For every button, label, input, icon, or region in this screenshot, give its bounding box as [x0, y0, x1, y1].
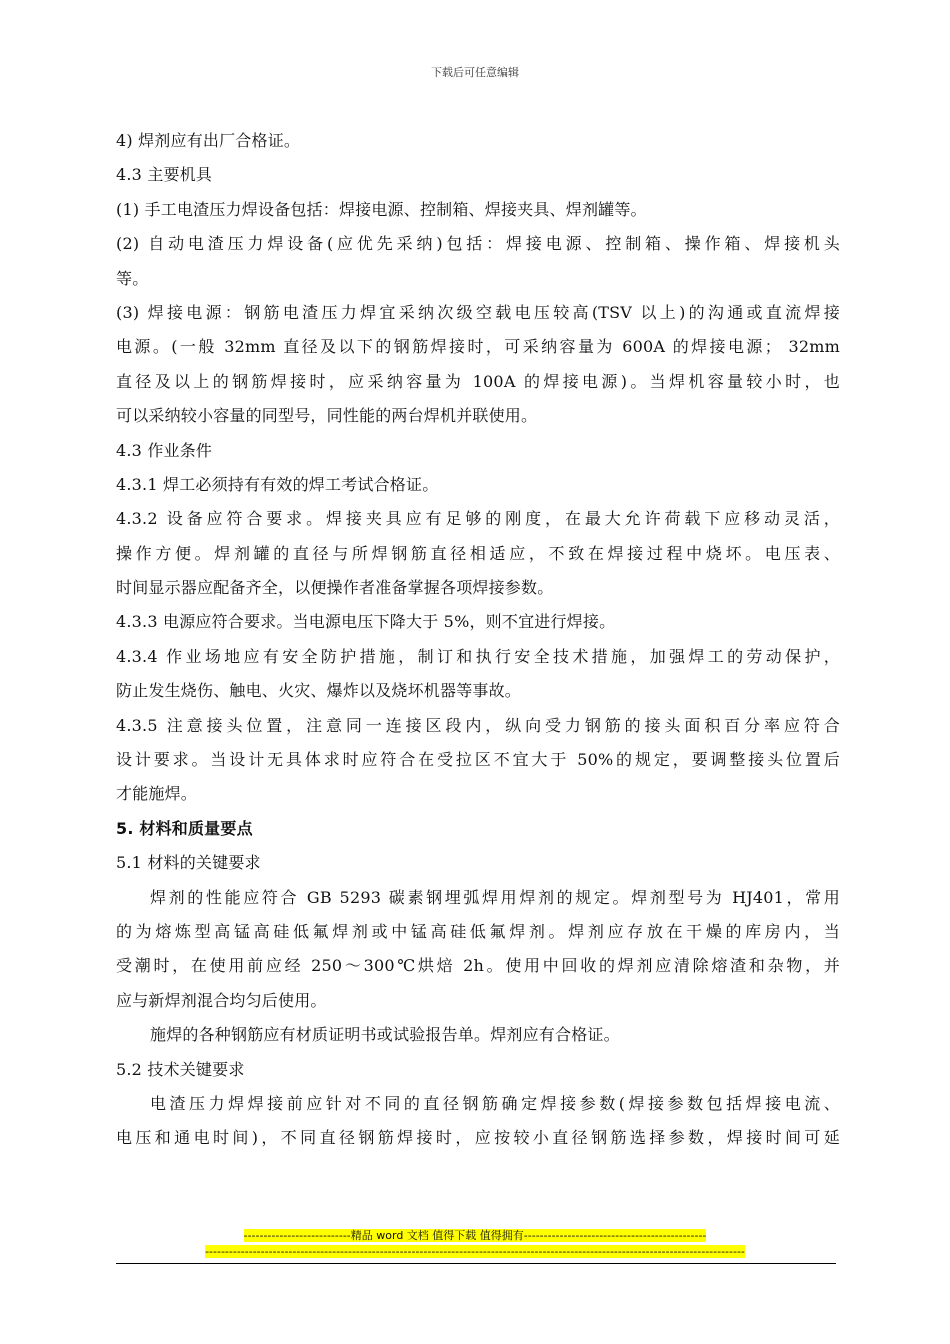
text-line: 5.2 技术关键要求 — [116, 1059, 245, 1079]
text-line: 4) 焊剂应有出厂合格证。 — [116, 131, 301, 150]
text-line: 4.3.5 注意接头位置，注意同一连接区段内，纵向受力钢筋的接头面积百分率应符合 — [116, 715, 840, 735]
footer-dashes — [0, 1244, 950, 1260]
footer-divider — [116, 1263, 836, 1264]
page-footer — [0, 1228, 950, 1260]
text-line: 电渣压力焊焊接前应针对不同的直径钢筋确定焊接参数(焊接参数包括焊接电流、 — [150, 1093, 840, 1113]
footer-banner — [0, 1228, 950, 1244]
text-line: 4.3.4 作业场地应有安全防护措施，制订和执行安全技术措施，加强焊工的劳动保护， — [116, 646, 840, 666]
page-header: 下载后可任意编辑 — [431, 66, 519, 79]
text-line: (2) 自动电渣压力焊设备(应优先采纳)包括：焊接电源、控制箱、操作箱、焊接机头 — [116, 234, 840, 254]
text-line: 电压和通电时间)，不同直径钢筋焊接时，应按较小直径钢筋选择参数，焊接时间可延 — [116, 1128, 840, 1148]
text-line: 4.3.1 焊工必须持有有效的焊工考试合格证。 — [116, 474, 439, 494]
document-body — [116, 124, 840, 1156]
section-heading: 5. 材料和质量要点 — [116, 818, 253, 838]
text-line: 受潮时，在使用前应经 250～300℃烘焙 2h。使用中回收的焊剂应清除熔渣和杂物，并 — [116, 956, 840, 976]
text-line: (3) 焊接电源：钢筋电渣压力焊宜采纳次级空载电压较高(TSV 以上)的沟通或直流焊接 — [116, 302, 840, 322]
text-line: 应与新焊剂混合均匀后使用。 — [116, 990, 327, 1010]
text-line: 设计要求。当设计无具体求时应符合在受拉区不宜大于 50%的规定，要调整接头位置后 — [116, 750, 840, 770]
text-line: 可以采纳较小容量的同型号，同性能的两台焊机并联使用。 — [116, 406, 538, 426]
text-line: 施焊的各种钢筋应有材质证明书或试验报告单。焊剂应有合格证。 — [150, 1025, 620, 1045]
text-line: 时间显示器应配备齐全，以便操作者准备掌握各项焊接参数。 — [116, 578, 554, 598]
text-line: (1) 手工电渣压力焊设备包括：焊接电源、控制箱、焊接夹具、焊剂罐等。 — [116, 199, 647, 219]
text-line: 4.3.2 设备应符合要求。焊接夹具应有足够的刚度，在最大允许荷载下应移动灵活， — [116, 509, 840, 529]
text-line: 4.3 主要机具 — [116, 165, 213, 185]
text-line: 的为熔炼型高锰高硅低氟焊剂或中锰高硅低氟焊剂。焊剂应存放在干燥的库房内，当 — [116, 921, 840, 941]
text-line: 等。 — [116, 268, 149, 288]
text-line: 4.3.3 电源应符合要求。当电源电压下降大于 5%，则不宜进行焊接。 — [116, 612, 616, 632]
text-line: 电源。(一般 32mm 直径及以下的钢筋焊接时，可采纳容量为 600A 的焊接电源； 32mm — [116, 337, 840, 357]
footer-dashes-text: ---------------------------------------------------------------------------------------------------------------------------------------- — [205, 1245, 745, 1258]
text-line: 操作方便。焊剂罐的直径与所焊钢筋直径相适应，不致在焊接过程中烧坏。电压表、 — [116, 543, 840, 563]
text-line: 直径及以上的钢筋焊接时，应采纳容量为 100A 的焊接电源)。当焊机容量较小时，也 — [116, 371, 840, 391]
text-line: 防止发生烧伤、触电、火灾、爆炸以及烧坏机器等事故。 — [116, 681, 522, 701]
text-line: 才能施焊。 — [116, 784, 198, 804]
text-line: 4.3 作业条件 — [116, 440, 213, 460]
footer-banner-text: ---------------------------精品 word 文档 值得下载 值得拥有---------------------------------------------- — [243, 1229, 707, 1242]
text-line: 5.1 材料的关键要求 — [116, 853, 261, 873]
text-line: 焊剂的性能应符合 GB 5293 碳素钢埋弧焊用焊剂的规定。焊剂型号为 HJ401，常用 — [150, 887, 840, 907]
